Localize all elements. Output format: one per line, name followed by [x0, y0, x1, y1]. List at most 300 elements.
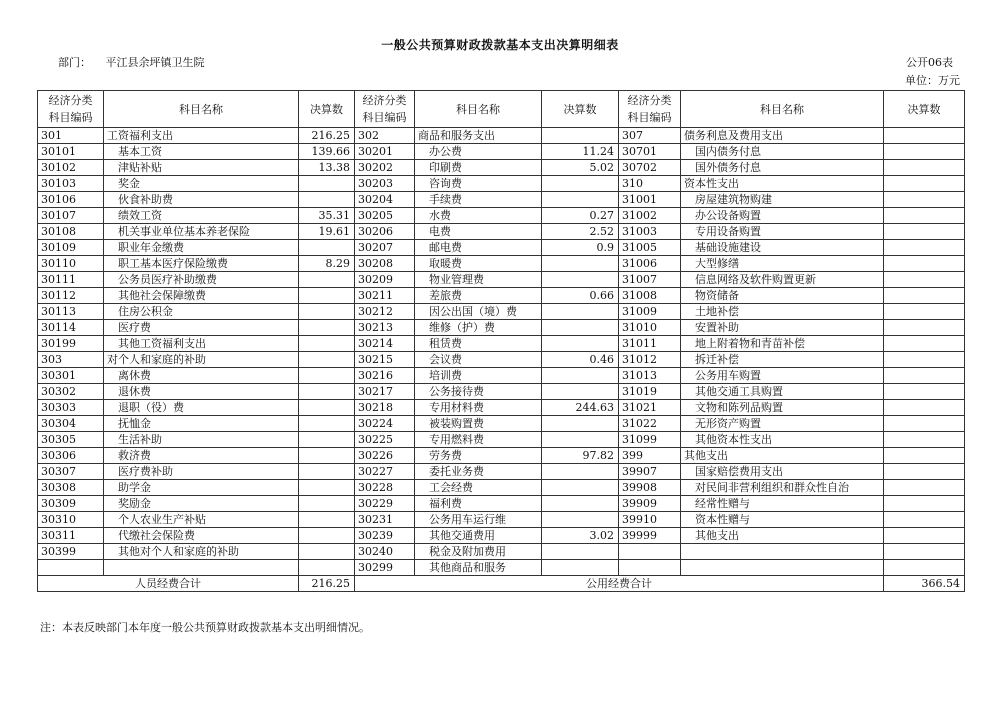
name-cell: 咨询费	[415, 176, 542, 192]
code-cell: 31009	[619, 304, 681, 320]
code-cell: 39909	[619, 496, 681, 512]
name-cell: 其他社会保障缴费	[104, 288, 299, 304]
amount-cell	[299, 320, 355, 336]
code-cell: 30211	[355, 288, 415, 304]
name-cell: 绩效工资	[104, 208, 299, 224]
name-cell: 退休费	[104, 384, 299, 400]
code-cell: 30218	[355, 400, 415, 416]
name-cell: 安置补助	[681, 320, 884, 336]
code-cell: 30113	[38, 304, 104, 320]
header-code-1: 经济分类 科目编码	[38, 91, 104, 128]
table-row	[38, 448, 965, 464]
amount-cell	[299, 272, 355, 288]
code-cell: 30106	[38, 192, 104, 208]
name-cell: 信息网络及软件购置更新	[681, 272, 884, 288]
code-cell: 30227	[355, 464, 415, 480]
name-cell: 大型修缮	[681, 256, 884, 272]
name-cell: 国家赔偿费用支出	[681, 464, 884, 480]
code-cell: 31011	[619, 336, 681, 352]
name-cell: 培训费	[415, 368, 542, 384]
code-cell: 30199	[38, 336, 104, 352]
expenditure-table	[37, 90, 965, 592]
name-cell: 奖金	[104, 176, 299, 192]
amount-cell	[299, 400, 355, 416]
code-cell: 30212	[355, 304, 415, 320]
table-row	[38, 256, 965, 272]
name-cell: 生活补助	[104, 432, 299, 448]
name-cell: 水费	[415, 208, 542, 224]
code-cell: 30204	[355, 192, 415, 208]
table-row	[38, 224, 965, 240]
amount-cell	[542, 176, 619, 192]
name-cell: 工资福利支出	[104, 128, 299, 144]
name-cell: 经常性赠与	[681, 496, 884, 512]
code-cell: 30311	[38, 528, 104, 544]
amount-cell	[542, 128, 619, 144]
amount-cell	[884, 448, 965, 464]
code-cell: 30213	[355, 320, 415, 336]
code-cell: 301	[38, 128, 104, 144]
name-cell: 职工基本医疗保险缴费	[104, 256, 299, 272]
code-cell: 30399	[38, 544, 104, 560]
table-row	[38, 400, 965, 416]
amount-cell: 3.02	[542, 528, 619, 544]
code-cell: 30103	[38, 176, 104, 192]
code-cell: 30109	[38, 240, 104, 256]
code-cell	[619, 544, 681, 560]
name-cell	[104, 560, 299, 576]
amount-cell	[884, 400, 965, 416]
amount-cell: 8.29	[299, 256, 355, 272]
name-cell: 伙食补助费	[104, 192, 299, 208]
code-cell: 310	[619, 176, 681, 192]
header-code-2: 经济分类 科目编码	[355, 91, 415, 128]
code-cell: 31005	[619, 240, 681, 256]
amount-cell	[884, 272, 965, 288]
name-cell: 会议费	[415, 352, 542, 368]
name-cell: 取暖费	[415, 256, 542, 272]
code-cell: 31012	[619, 352, 681, 368]
table-row	[38, 432, 965, 448]
amount-cell	[299, 368, 355, 384]
amount-cell	[542, 416, 619, 432]
amount-cell	[884, 512, 965, 528]
code-cell: 31019	[619, 384, 681, 400]
unit-label: 单位：万元	[905, 74, 960, 87]
personnel-total-label: 人员经费合计	[38, 576, 299, 592]
header-amount-1: 决算数	[299, 91, 355, 128]
amount-cell	[542, 368, 619, 384]
department-label: 部门：	[58, 56, 91, 69]
code-cell: 31010	[619, 320, 681, 336]
code-cell: 39908	[619, 480, 681, 496]
name-cell: 基础设施建设	[681, 240, 884, 256]
code-cell: 30240	[355, 544, 415, 560]
code-cell: 30205	[355, 208, 415, 224]
name-cell: 工会经费	[415, 480, 542, 496]
name-cell: 专用材料费	[415, 400, 542, 416]
amount-cell	[299, 192, 355, 208]
code-cell: 31008	[619, 288, 681, 304]
name-cell: 抚恤金	[104, 416, 299, 432]
amount-cell: 35.31	[299, 208, 355, 224]
table-row	[38, 560, 965, 576]
amount-cell	[884, 240, 965, 256]
amount-cell	[884, 336, 965, 352]
code-cell: 30209	[355, 272, 415, 288]
amount-cell: 139.66	[299, 144, 355, 160]
code-cell	[619, 560, 681, 576]
name-cell: 商品和服务支出	[415, 128, 542, 144]
name-cell: 救济费	[104, 448, 299, 464]
code-cell: 31006	[619, 256, 681, 272]
code-cell: 39999	[619, 528, 681, 544]
name-cell: 土地补偿	[681, 304, 884, 320]
name-cell: 办公设备购置	[681, 208, 884, 224]
name-cell: 国外债务付息	[681, 160, 884, 176]
amount-cell	[884, 368, 965, 384]
code-cell	[38, 560, 104, 576]
amount-cell	[884, 208, 965, 224]
name-cell: 离休费	[104, 368, 299, 384]
amount-cell: 216.25	[299, 128, 355, 144]
code-cell: 30310	[38, 512, 104, 528]
table-row	[38, 384, 965, 400]
code-cell: 30308	[38, 480, 104, 496]
code-cell: 30701	[619, 144, 681, 160]
amount-cell	[299, 464, 355, 480]
amount-cell	[299, 544, 355, 560]
name-cell: 基本工资	[104, 144, 299, 160]
name-cell: 个人农业生产补贴	[104, 512, 299, 528]
table-row	[38, 144, 965, 160]
name-cell: 其他支出	[681, 448, 884, 464]
header-code-3: 经济分类 科目编码	[619, 91, 681, 128]
name-cell: 邮电费	[415, 240, 542, 256]
public-total-label: 公用经费合计	[355, 576, 884, 592]
name-cell: 因公出国（境）费	[415, 304, 542, 320]
code-cell: 31022	[619, 416, 681, 432]
table-row	[38, 208, 965, 224]
amount-cell: 5.02	[542, 160, 619, 176]
name-cell: 无形资产购置	[681, 416, 884, 432]
code-cell: 30112	[38, 288, 104, 304]
name-cell: 公务接待费	[415, 384, 542, 400]
table-row	[38, 480, 965, 496]
amount-cell	[542, 496, 619, 512]
amount-cell	[299, 432, 355, 448]
code-cell: 30239	[355, 528, 415, 544]
amount-cell	[884, 192, 965, 208]
amount-cell	[299, 416, 355, 432]
name-cell: 医疗费	[104, 320, 299, 336]
amount-cell: 244.63	[542, 400, 619, 416]
name-cell	[681, 560, 884, 576]
code-cell: 30107	[38, 208, 104, 224]
name-cell: 住房公积金	[104, 304, 299, 320]
code-cell: 30215	[355, 352, 415, 368]
amount-cell	[542, 384, 619, 400]
amount-cell: 2.52	[542, 224, 619, 240]
name-cell: 对个人和家庭的补助	[104, 352, 299, 368]
amount-cell	[884, 320, 965, 336]
code-cell: 30299	[355, 560, 415, 576]
code-cell: 31003	[619, 224, 681, 240]
amount-cell	[884, 384, 965, 400]
name-cell: 物资储备	[681, 288, 884, 304]
header-name-3: 科目名称	[681, 91, 884, 128]
name-cell: 债务利息及费用支出	[681, 128, 884, 144]
code-cell: 30208	[355, 256, 415, 272]
name-cell: 津贴补贴	[104, 160, 299, 176]
code-cell: 30111	[38, 272, 104, 288]
name-cell: 其他交通工具购置	[681, 384, 884, 400]
amount-cell	[884, 528, 965, 544]
code-cell: 30229	[355, 496, 415, 512]
amount-cell	[299, 496, 355, 512]
name-cell: 地上附着物和青苗补偿	[681, 336, 884, 352]
name-cell: 其他对个人和家庭的补助	[104, 544, 299, 560]
name-cell: 拆迁补偿	[681, 352, 884, 368]
amount-cell	[299, 304, 355, 320]
name-cell: 其他工资福利支出	[104, 336, 299, 352]
amount-cell	[542, 304, 619, 320]
amount-cell	[542, 272, 619, 288]
amount-cell: 0.66	[542, 288, 619, 304]
code-cell: 31013	[619, 368, 681, 384]
code-cell: 307	[619, 128, 681, 144]
department-name: 平江县余坪镇卫生院	[105, 56, 205, 69]
amount-cell	[542, 256, 619, 272]
amount-cell	[299, 240, 355, 256]
amount-cell: 13.38	[299, 160, 355, 176]
amount-cell	[884, 176, 965, 192]
code-cell: 30203	[355, 176, 415, 192]
table-row	[38, 528, 965, 544]
table-row	[38, 176, 965, 192]
page-title: 一般公共预算财政拨款基本支出决算明细表	[381, 38, 619, 52]
header-amount-3: 决算数	[884, 91, 965, 128]
table-row	[38, 304, 965, 320]
header-name-1: 科目名称	[104, 91, 299, 128]
amount-cell	[299, 176, 355, 192]
table-row	[38, 336, 965, 352]
name-cell: 机关事业单位基本养老保险	[104, 224, 299, 240]
code-cell: 39910	[619, 512, 681, 528]
amount-cell: 11.24	[542, 144, 619, 160]
amount-cell	[542, 432, 619, 448]
code-cell: 31002	[619, 208, 681, 224]
table-row	[38, 368, 965, 384]
amount-cell	[542, 320, 619, 336]
name-cell: 维修（护）费	[415, 320, 542, 336]
amount-cell	[299, 352, 355, 368]
name-cell: 文物和陈列品购置	[681, 400, 884, 416]
name-cell: 福利费	[415, 496, 542, 512]
code-cell: 30306	[38, 448, 104, 464]
name-cell: 手续费	[415, 192, 542, 208]
amount-cell	[884, 288, 965, 304]
amount-cell	[884, 160, 965, 176]
code-cell: 31001	[619, 192, 681, 208]
code-cell: 30108	[38, 224, 104, 240]
name-cell: 公务用车运行维	[415, 512, 542, 528]
amount-cell	[299, 448, 355, 464]
code-cell: 30307	[38, 464, 104, 480]
amount-cell: 0.46	[542, 352, 619, 368]
amount-cell	[884, 432, 965, 448]
amount-cell	[299, 512, 355, 528]
name-cell: 租赁费	[415, 336, 542, 352]
code-cell: 31021	[619, 400, 681, 416]
code-cell: 302	[355, 128, 415, 144]
footnote: 注：本表反映部门本年度一般公共预算财政拨款基本支出明细情况。	[40, 621, 370, 634]
table-row	[38, 512, 965, 528]
amount-cell	[299, 288, 355, 304]
code-cell: 30302	[38, 384, 104, 400]
table-row	[38, 288, 965, 304]
amount-cell	[542, 464, 619, 480]
amount-cell	[884, 416, 965, 432]
code-cell: 30303	[38, 400, 104, 416]
code-cell: 30305	[38, 432, 104, 448]
table-row	[38, 240, 965, 256]
table-row	[38, 320, 965, 336]
name-cell: 公务员医疗补助缴费	[104, 272, 299, 288]
table-row	[38, 464, 965, 480]
code-cell: 30114	[38, 320, 104, 336]
name-cell: 公务用车购置	[681, 368, 884, 384]
table-row	[38, 496, 965, 512]
name-cell: 电费	[415, 224, 542, 240]
name-cell: 被装购置费	[415, 416, 542, 432]
amount-cell	[299, 336, 355, 352]
code-cell: 31007	[619, 272, 681, 288]
table-row	[38, 416, 965, 432]
table-header-row	[38, 91, 965, 128]
amount-cell	[884, 496, 965, 512]
code-cell: 30214	[355, 336, 415, 352]
form-number: 公开06表	[906, 56, 953, 69]
name-cell: 其他资本性支出	[681, 432, 884, 448]
name-cell	[681, 544, 884, 560]
amount-cell	[884, 560, 965, 576]
amount-cell	[542, 512, 619, 528]
amount-cell	[884, 256, 965, 272]
code-cell: 39907	[619, 464, 681, 480]
code-cell: 30231	[355, 512, 415, 528]
code-cell: 30101	[38, 144, 104, 160]
name-cell: 专用燃料费	[415, 432, 542, 448]
name-cell: 医疗费补助	[104, 464, 299, 480]
header-amount-2: 决算数	[542, 91, 619, 128]
name-cell: 资本性赠与	[681, 512, 884, 528]
amount-cell	[884, 480, 965, 496]
code-cell: 30702	[619, 160, 681, 176]
amount-cell	[884, 544, 965, 560]
amount-cell	[884, 352, 965, 368]
code-cell: 30202	[355, 160, 415, 176]
totals-row	[38, 576, 965, 592]
code-cell: 30224	[355, 416, 415, 432]
header-name-2: 科目名称	[415, 91, 542, 128]
table-body	[38, 128, 965, 576]
code-cell: 30110	[38, 256, 104, 272]
table-row	[38, 352, 965, 368]
amount-cell: 97.82	[542, 448, 619, 464]
code-cell: 30102	[38, 160, 104, 176]
code-cell: 31099	[619, 432, 681, 448]
name-cell: 代缴社会保险费	[104, 528, 299, 544]
code-cell: 30207	[355, 240, 415, 256]
amount-cell	[542, 336, 619, 352]
code-cell: 30226	[355, 448, 415, 464]
code-cell: 30206	[355, 224, 415, 240]
name-cell: 税金及附加费用	[415, 544, 542, 560]
name-cell: 委托业务费	[415, 464, 542, 480]
name-cell: 对民间非营利组织和群众性自治	[681, 480, 884, 496]
name-cell: 印刷费	[415, 160, 542, 176]
name-cell: 退职（役）费	[104, 400, 299, 416]
name-cell: 奖励金	[104, 496, 299, 512]
code-cell: 303	[38, 352, 104, 368]
amount-cell	[884, 464, 965, 480]
code-cell: 30309	[38, 496, 104, 512]
code-cell: 30201	[355, 144, 415, 160]
amount-cell	[884, 144, 965, 160]
code-cell: 30304	[38, 416, 104, 432]
code-cell: 30225	[355, 432, 415, 448]
amount-cell	[542, 544, 619, 560]
amount-cell	[299, 480, 355, 496]
amount-cell: 0.9	[542, 240, 619, 256]
amount-cell	[299, 560, 355, 576]
name-cell: 其他商品和服务	[415, 560, 542, 576]
amount-cell	[299, 528, 355, 544]
amount-cell	[884, 128, 965, 144]
amount-cell	[884, 304, 965, 320]
table-row	[38, 192, 965, 208]
name-cell: 劳务费	[415, 448, 542, 464]
amount-cell	[299, 384, 355, 400]
amount-cell	[542, 480, 619, 496]
name-cell: 助学金	[104, 480, 299, 496]
amount-cell	[542, 192, 619, 208]
name-cell: 资本性支出	[681, 176, 884, 192]
amount-cell: 0.27	[542, 208, 619, 224]
personnel-total-amount: 216.25	[299, 576, 355, 592]
code-cell: 30217	[355, 384, 415, 400]
code-cell: 30216	[355, 368, 415, 384]
name-cell: 专用设备购置	[681, 224, 884, 240]
table-row	[38, 128, 965, 144]
name-cell: 差旅费	[415, 288, 542, 304]
name-cell: 国内债务付息	[681, 144, 884, 160]
name-cell: 办公费	[415, 144, 542, 160]
code-cell: 399	[619, 448, 681, 464]
amount-cell	[884, 224, 965, 240]
name-cell: 职业年金缴费	[104, 240, 299, 256]
code-cell: 30228	[355, 480, 415, 496]
name-cell: 其他交通费用	[415, 528, 542, 544]
table-row	[38, 544, 965, 560]
public-total-amount: 366.54	[884, 576, 965, 592]
table-row	[38, 272, 965, 288]
name-cell: 房屋建筑物购建	[681, 192, 884, 208]
department-line	[58, 54, 205, 70]
table-row	[38, 160, 965, 176]
amount-cell: 19.61	[299, 224, 355, 240]
